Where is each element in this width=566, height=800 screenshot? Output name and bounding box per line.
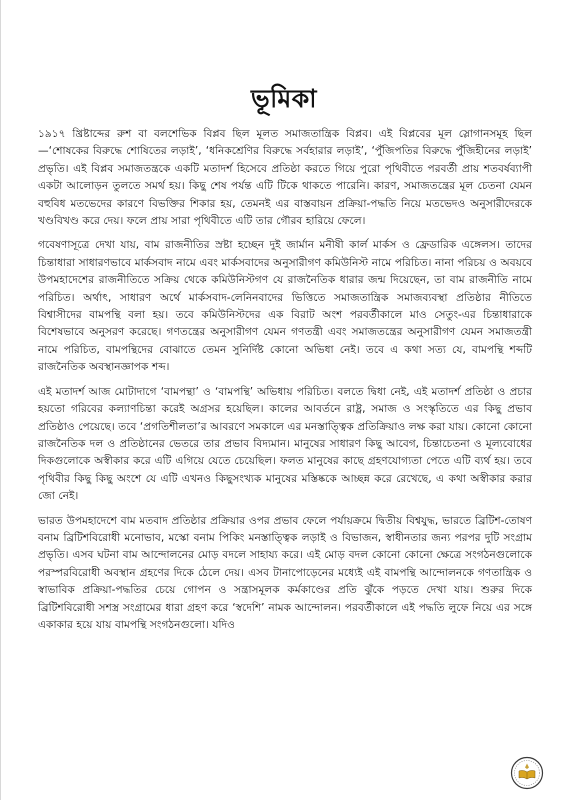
paragraph-3: এই মতাদর্শ আজ মোটাদাগে ‘বামপন্থা’ ও ‘বামপন্থি’ অভিধায় পরিচিত। বলতে দ্বিধা নেই, এই মতাদর্শ প্রতিষ্ঠা ও প্রচার হয়তো গরিবের কল্যাণচিন্তা করেই অগ্রসর হয়েছিল। কালের আবর্তনে রাষ্ট্র, সমাজ ও সংস্কৃতিতে এর কিছু প্রভাব প্রতিষ্ঠাও পেয়েছে। তবে ‘প্রগতিশীলতা’র আবরণে সমকালে এর মনস্তাত্ত্বিক প্রতিক্রিয়াও লক্ষ করা যায়। কোনো কোনো রাজনৈতিক দল ও প্রতিষ্ঠানের ভেতরে তার প্রভাব বিদ্যমান। মানুষের সাধারণ কিছু আবেগ, চিন্তাচেতনা ও মূল্যবোধের দিকগুলোকে অস্বীকার করে এটি এগিয়ে যেতে চেয়েছিল। ফলত মানুষের কাছে গ্রহণযোগ্যতা পেতে এটি ব্যর্থ হয়। তবে পৃথিবীর কিছু কিছু অংশে যে এটি এখনও কিছুসংখ্যক মানুষের মস্তিষ্ককে আচ্ছন্ন করে রেখেছে, এ কথা অস্বীকার করার জো নেই।: [38, 385, 532, 503]
paragraph-4: ভারত উপমহাদেশে বাম মতবাদ প্রতিষ্ঠার প্রক্রিয়ার ওপর প্রভাব ফেলে পর্যায়ক্রমে দ্বিতীয় বিশ্বযুদ্ধ, ভারতে ব্রিটিশ-তোষণ বনাম ব্রিটিশবিরোধী মনোভাব, মস্কো বনাম পিকিং মনস্তাত্ত্বিক লড়াই ও বিভাজন, স্বাধীনতার জন্য পরপর দুটি সংগ্রাম প্রভৃতি। এসব ঘটনা বাম আন্দোলনের মোড় বদলে সাহায্য করে। এই মোড় বদল কোনো কোনো ক্ষেত্রে সংগঠনগুলোকে পরস্পরবিরোধী অবস্থান গ্রহণের দিকে ঠেলে দেয়। এসব টানাপোড়েনের মধ্যেই এই বামপন্থি আন্দোলনকে গণতান্ত্রিক ও স্বাভাবিক প্রক্রিয়া-পদ্ধতির চেয়ে গোপন ও সন্ত্রাসমূলক কর্মকাণ্ডের প্রতি ঝুঁকে পড়তে দেখা যায়। শুরুর দিকে ব্রিটিশবিরোধী সশস্ত্র সংগ্রামের ধারা গ্রহণ করে ‘স্বদেশি’ নামক আন্দোলন। পরবর্তীকালে এই পদ্ধতি লুফে নিয়ে এর সঙ্গে একাকার হয়ে যায় বামপন্থি সংগঠনগুলো। যদিও: [38, 514, 532, 631]
book-logo-icon: [510, 756, 544, 790]
paragraph-1: ১৯১৭ খ্রিষ্টাব্দের রুশ বা বলশেভিক বিপ্লব ছিল মূলত সমাজতান্ত্রিক বিপ্লব। এই বিপ্লবের মূল স্লোগানসমূহ ছিল—‘শোষকের বিরুদ্ধে শোষিতের লড়াই’, ‘ধনিকশ্রেণির বিরুদ্ধে সর্বহারার লড়াই’, ‘পুঁজিপতির বিরুদ্ধে পুঁজিহীনের লড়াই’ প্রভৃতি। এই বিপ্লব সমাজতন্ত্রকে একটি মতাদর্শ হিসেবে প্রতিষ্ঠা করতে গিয়ে পুরো পৃথিবীতে পরবর্তী প্রায় শতবর্ষব্যাপী একটা আলোড়ন তুলতে সমর্থ হয়। কিছু শেষ পর্যন্ত এটি টিকে থাকতে পারেনি। কারণ, সমাজতন্ত্রের মূল চেতনা যেমন বহুবিধ মতভেদের কারণে বিভক্তির শিকার হয়, তেমনই এর বাস্তবায়ন প্রক্রিয়া-পদ্ধতি নিয়ে মতভেদও অনুসারীদেরকে খণ্ডবিখণ্ড করে দেয়। ফলে প্রায় সারা পৃথিবীতে এটি তার গৌরব হারিয়ে ফেলে।: [38, 128, 532, 228]
paragraph-2: গবেষণাসূত্রে দেখা যায়, বাম রাজনীতির স্রষ্টা হচ্ছেন দুই জার্মান মনীষী কার্ল মার্কস ও ফ্রেডারিক এঙ্গেলস। তাদের চিন্তাধারা সাধারণভাবে মার্কসবাদ নামে এবং মার্কসবাদের অনুসারীগণ কমিউনিস্ট নামে পরিচিত। নানা পরিচয় ও অবয়বে উপমহাদেশের রাজনীতিতে সক্রিয় থেকে কমিউনিস্টগণ যে রাজনৈতিক ধারার জন্ম দিয়েছেন, তা বাম রাজনীতি নামে পরিচিত। অর্থাৎ, সাধারণ অর্থে মার্কসবাদ-লেনিনবাদের ভিত্তিতে সমাজতান্ত্রিক সমাজব্যবস্থা প্রতিষ্ঠার নীতিতে বিশ্বাসীদের বামপন্থি বলা হয়। তবে কমিউনিস্টদের এক বিরাট অংশ পরবর্তীকালে মাও সেতুং-এর চিন্তাধারাকে বিশেষভাবে অনুসরণ করেছে। গণতন্ত্রের অনুসারীগণ যেমন গণতন্ত্রী এবং সমাজতন্ত্রের অনুসারীগণ যেমন সমাজতন্ত্রী নামে পরিচিত, বামপন্থিদের বোঝাতে তেমন সুনির্দিষ্ট কোনো অভিধা নেই। তবে এ কথা সত্য যে, বামপন্থি শব্দটি রাজনৈতিক অবস্থানজ্ঞাপক শব্দ।: [38, 239, 532, 374]
body-text: [38, 126, 532, 641]
page-title: ভূমিকা: [251, 84, 317, 113]
